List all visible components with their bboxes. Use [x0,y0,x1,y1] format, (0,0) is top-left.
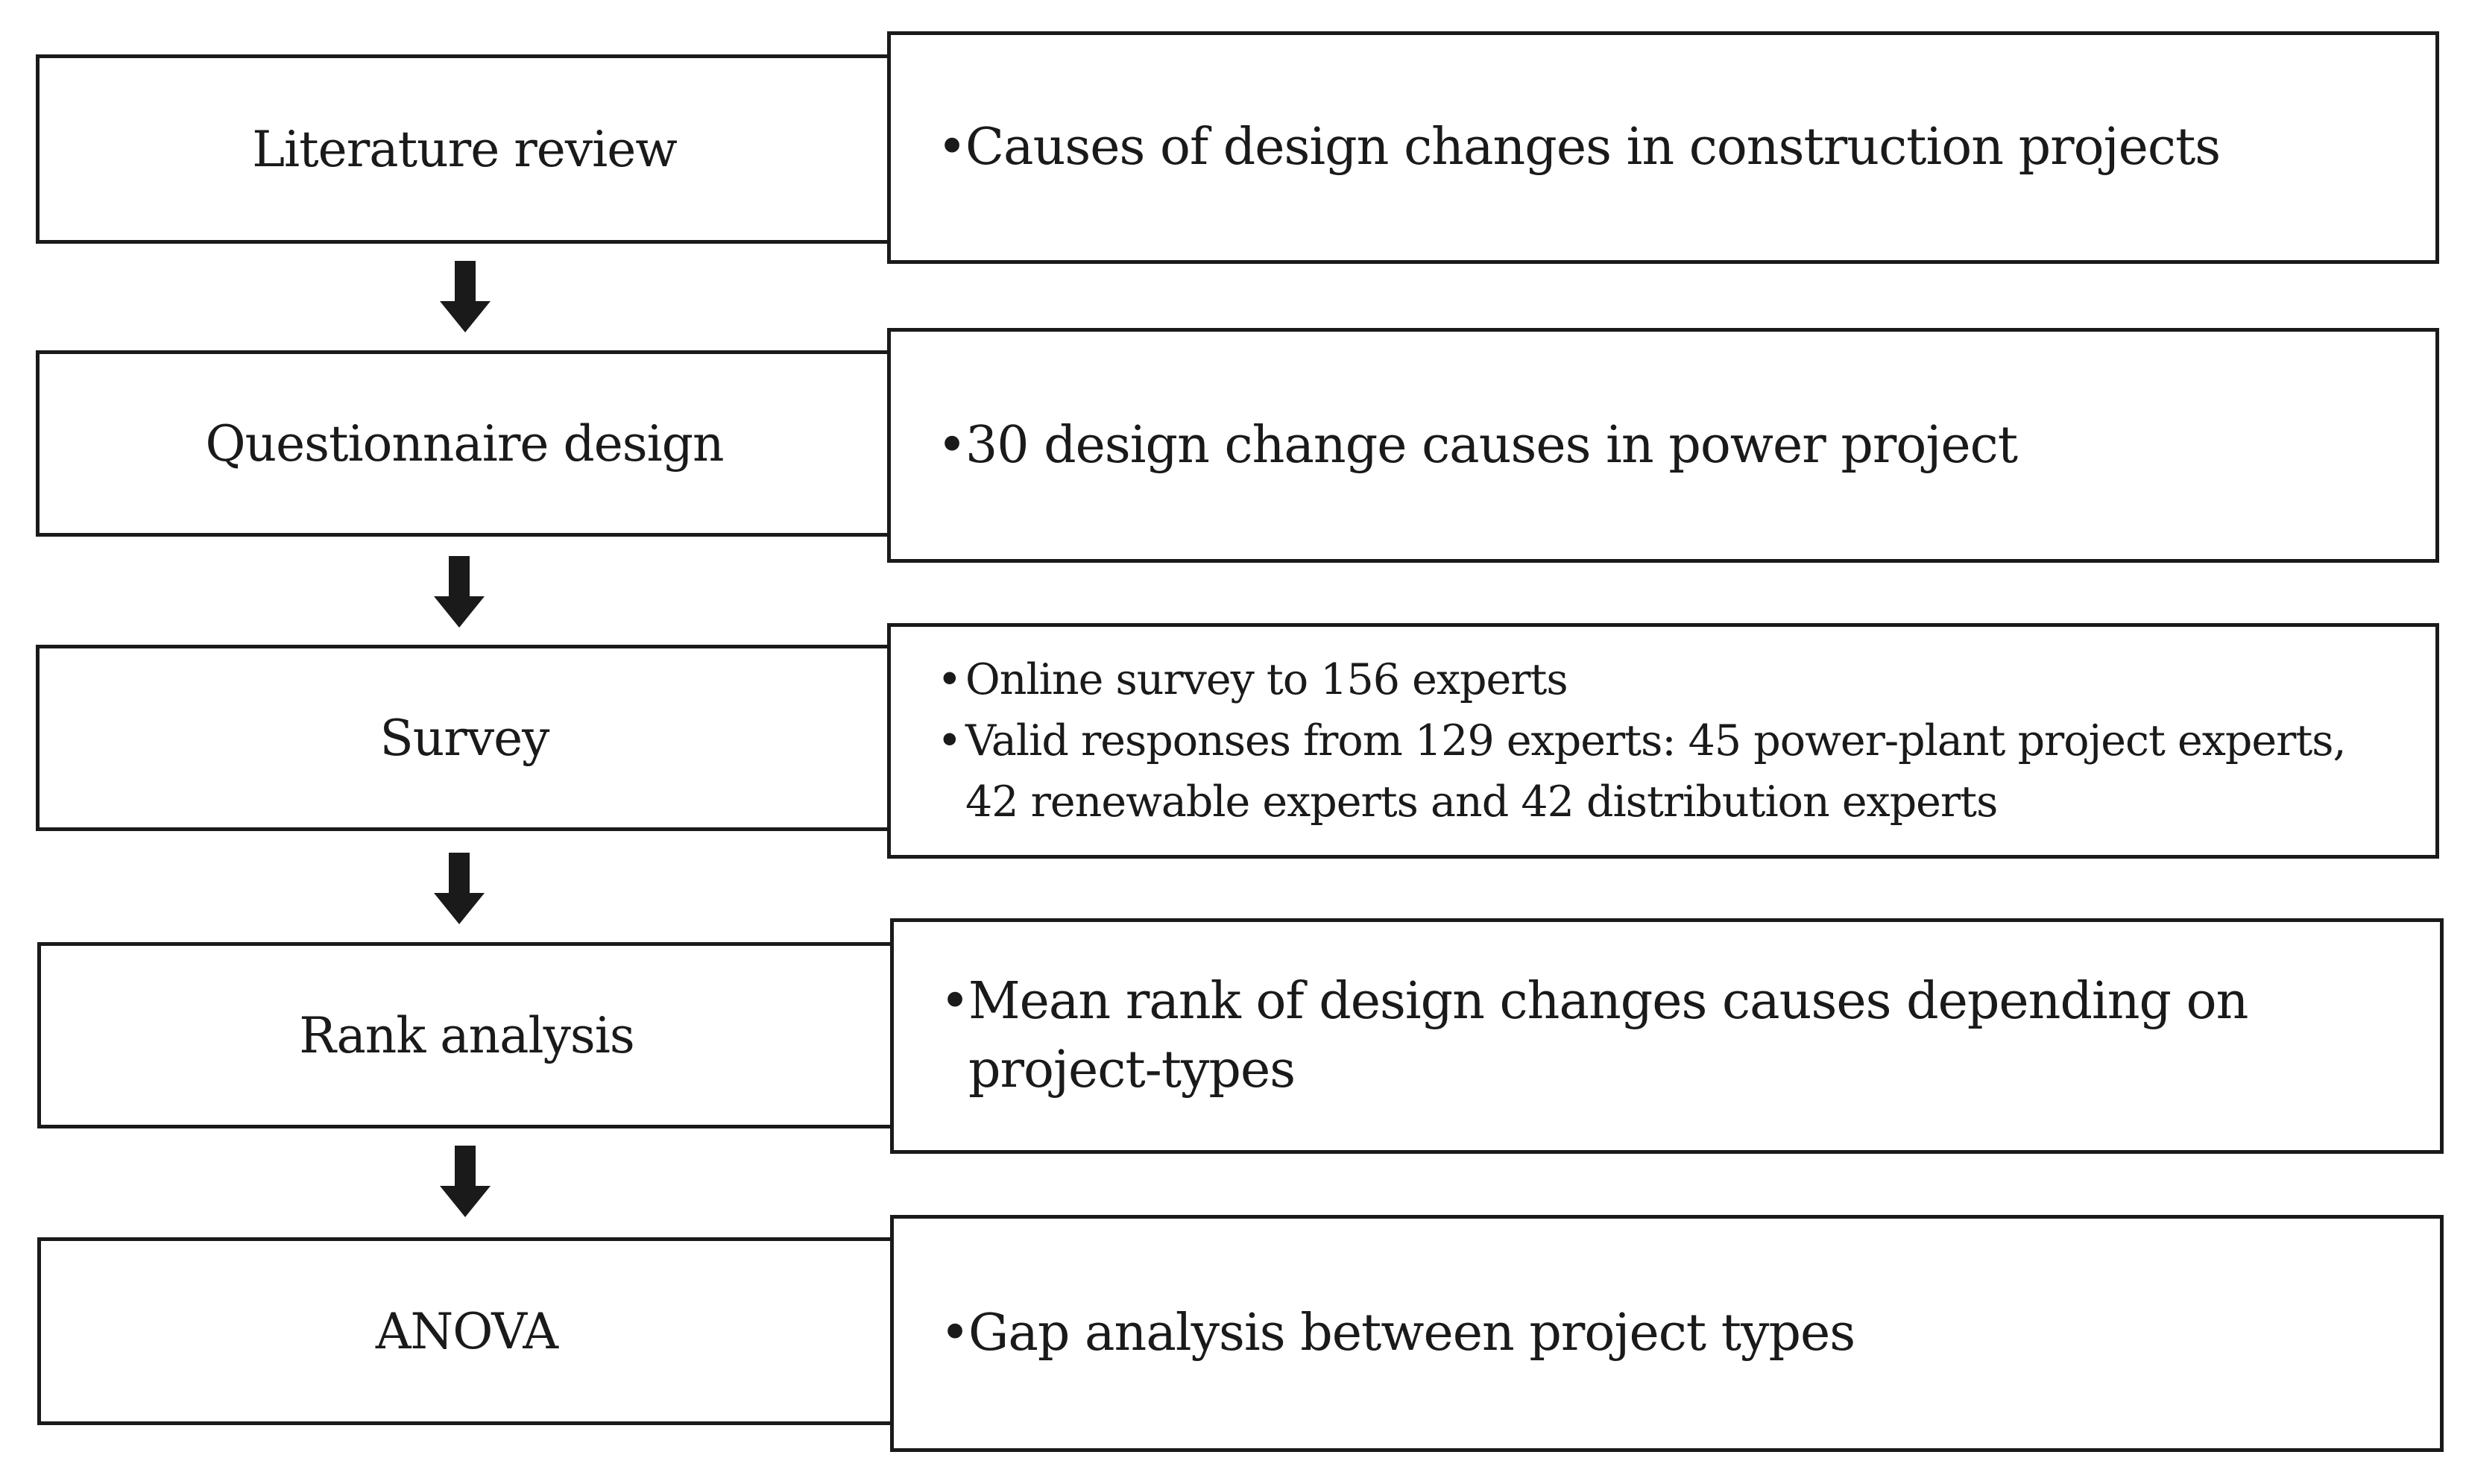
bullet-icon: • [940,1304,970,1363]
step-label: Rank analysis [299,1006,634,1064]
bullet-text: 30 design change causes in power project [965,415,2018,475]
bullet-text: Causes of design changes in construction projects [965,118,2221,177]
bullet-icon: • [940,972,970,1031]
arrow-down-icon [440,1146,491,1217]
detail-box-survey [887,623,2439,859]
step-box-literature-review [36,54,893,244]
bullet-icon: • [937,655,962,704]
detail-box-anova [890,1215,2444,1452]
detail-box-literature-review [887,31,2439,264]
step-box-rank-analysis [37,942,896,1128]
step-label: Survey [379,709,549,767]
bullet-text: Online survey to 156 experts [965,655,1568,704]
step-label: Literature review [252,120,677,178]
detail-box-questionnaire-design [887,328,2439,563]
bullet-icon: • [937,415,967,475]
step-box-survey [36,645,893,831]
bullet-text: Valid responses from 129 experts: 45 power-plant project experts, 42 renewable experts and 42 distribution experts [965,716,2346,827]
bullet-item [940,1299,2410,1368]
step-label: ANOVA [375,1302,558,1360]
step-box-questionnaire-design [36,350,893,537]
bullet-item [937,411,2406,480]
bullet-item [937,113,2406,182]
bullet-item [937,710,2406,833]
bullet-icon: • [937,118,967,177]
bullet-icon: • [937,716,962,765]
bullet-item [940,967,2410,1105]
arrow-down-icon [440,261,491,332]
step-box-anova [37,1237,896,1425]
step-label: Questionnaire design [205,414,724,473]
bullet-item [937,649,2406,710]
arrow-down-icon [434,853,485,924]
detail-box-rank-analysis [890,918,2444,1154]
bullet-text: Mean rank of design changes causes depending on project-types [968,972,2248,1099]
bullet-text: Gap analysis between project types [968,1304,1855,1363]
arrow-down-icon [434,556,485,628]
